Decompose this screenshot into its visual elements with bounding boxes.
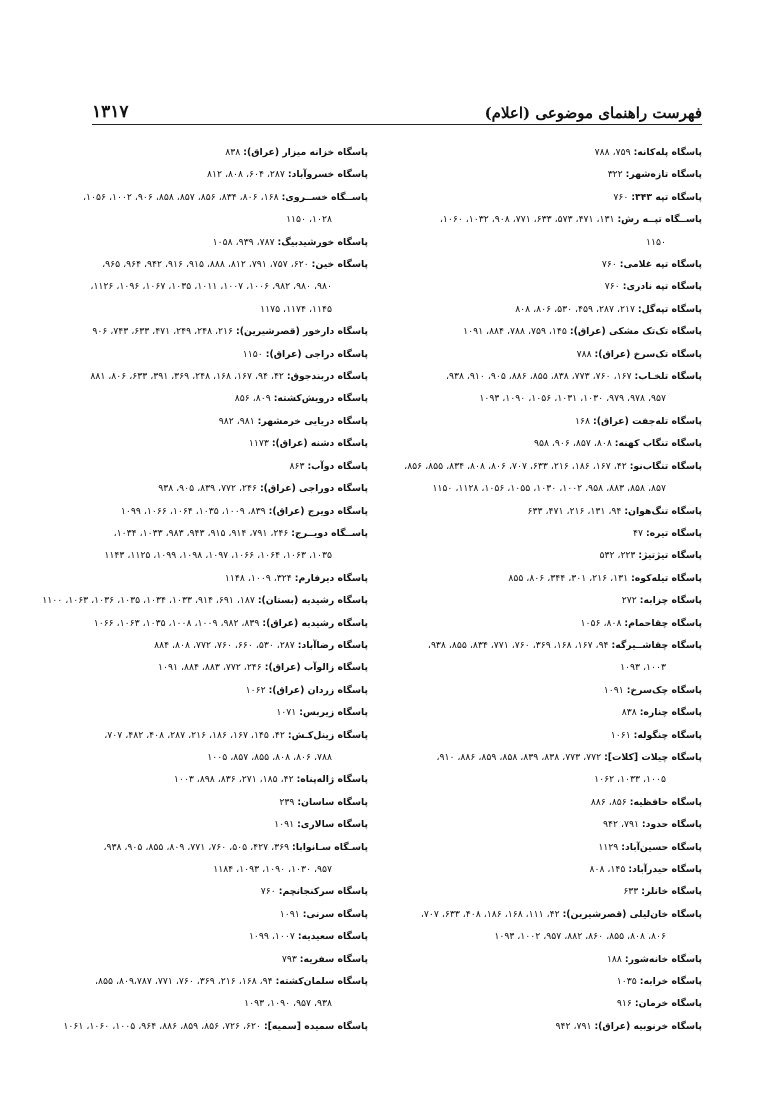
index-entry (400, 299, 702, 321)
index-term: پاسگاه دارخور (قصرشیرین): (236, 326, 368, 338)
index-entry-line (78, 725, 368, 747)
index-entry (400, 187, 702, 209)
index-entry-line (400, 1016, 702, 1038)
page-references: ۸۰۹، ۸۵۶ (234, 393, 274, 405)
index-entry-line (400, 568, 702, 590)
index-term: پاسگاه خورشیدبیگ: (277, 236, 368, 248)
index-term: پاسگاه سمیده [سمیه]: (263, 1020, 368, 1032)
index-entry-line (400, 680, 702, 702)
index-term: پاسگاه تپه نادری: (622, 281, 702, 293)
index-term: پاسگاه چزابه: (639, 595, 702, 607)
index-entry-line (78, 702, 368, 724)
index-entry-line (400, 366, 702, 388)
index-entry-continuation: ۱۱۴۵، ۱۱۷۴، ۱۱۷۵ (260, 303, 332, 315)
index-entry (400, 433, 702, 455)
page-references: ۹۴، ۱۶۸، ۲۱۶، ۳۶۹، ۷۶۰، ۷۷۱، ۸۰۹،۷۸۷، ۸۵۵، (94, 976, 276, 988)
index-entry-line (78, 769, 368, 791)
running-head (92, 92, 702, 122)
index-column-right (400, 142, 702, 1038)
index-entry (78, 971, 368, 1016)
page-references: ۲۴۶، ۷۷۲، ۸۳۹، ۹۰۵، ۹۳۸ (158, 483, 260, 495)
index-entry (78, 881, 368, 903)
index-term: پاسگاه چقاحمام: (624, 617, 702, 629)
page-references: ۸۵۶، ۸۸۶ (590, 796, 630, 808)
page-references: ۲۱۶، ۲۴۸، ۲۴۹، ۴۷۱، ۶۳۳، ۷۴۳، ۹۰۶ (92, 326, 236, 338)
index-entry (78, 814, 368, 836)
index-entry (400, 276, 702, 298)
index-entry-line (63, 1016, 368, 1038)
page-title: فهرست راهنمای موضوعی (اعلام) (484, 104, 702, 122)
index-entry (400, 568, 702, 590)
index-entry-line (400, 433, 702, 455)
index-term: پاسگاه تلخـاب: (634, 371, 702, 383)
index-term: پاسگاه دشنه (عراق): (271, 438, 368, 450)
index-term: پاسگاه ساسان: (297, 796, 368, 808)
index-entry-line (400, 411, 702, 433)
page-references: ۱۶۸، ۸۰۶، ۸۳۴، ۸۵۶، ۸۵۷، ۸۵۸، ۹۰۶، ۱۰۰۲، ۱۰۵۶، (82, 191, 282, 203)
index-entry-continuation: ۹۳۸، ۹۵۷، ۱۰۹۰، ۱۰۹۳ (244, 998, 332, 1010)
index-term: پاسگاه چقاشــیرگه: (611, 639, 702, 651)
index-term: پاسگاه تپه غلامی: (619, 259, 702, 271)
index-term: پاســگاه دویــرج: (291, 527, 368, 539)
page-references: ۷۸۷، ۹۳۹، ۱۰۵۸ (212, 236, 278, 248)
index-entry-line (400, 792, 702, 814)
index-term: پاسگاه پلەکانە: (633, 147, 702, 158)
page-references: ۲۸۷، ۶۰۴، ۸۰۸، ۸۱۲ (207, 169, 288, 181)
page-references: ۱۱۷۳ (248, 438, 272, 450)
index-entry (400, 523, 702, 545)
index-entry-line (78, 164, 368, 186)
page-references: ۱۰۰۷، ۱۰۹۹ (248, 931, 298, 943)
index-entry-continuation: ۱۰۰۳، ۱۰۹۳ (620, 662, 666, 674)
index-entry (400, 321, 702, 343)
page-references: ۱۰۳۵ (616, 976, 640, 988)
index-entry (400, 859, 702, 881)
page-references: ۸۶۳ (289, 460, 308, 472)
page-references: ۲۷۲ (621, 595, 640, 607)
index-term: پاسگاه دویرج (عراق): (268, 505, 368, 517)
index-entry (78, 254, 368, 321)
page-references: ۴۲، ۱۶۷، ۱۸۶، ۲۱۶، ۶۳۳، ۷۰۷، ۸۰۶، ۸۰۸، ۸۳۴، ۸۵۵، ۸۵۶، (404, 460, 630, 472)
index-entry (78, 792, 368, 814)
index-entry-line (78, 456, 368, 478)
page-references: ۲۴۶، ۷۷۲، ۸۸۳، ۸۸۴، ۱۰۹۱ (158, 662, 265, 674)
page-references: ۲۳۹ (279, 796, 298, 808)
index-term: پاسگاه سفریه: (299, 953, 368, 965)
index-entry (78, 411, 368, 433)
index-entry-line (78, 187, 368, 209)
page-references: ۶۲۰، ۷۵۷، ۷۹۱، ۸۱۲، ۸۸۸، ۹۱۵، ۹۱۶، ۹۴۲، ۹۶۴، ۹۶۵، (102, 259, 312, 271)
page-references: ۱۸۸ (606, 953, 625, 965)
index-term: پاسگاه خانلر: (641, 886, 702, 898)
page-references: ۲۱۷، ۲۸۷، ۴۵۹، ۵۳۰، ۸۰۶، ۸۰۸ (515, 303, 638, 315)
page-references: ۱۱۵۰ (242, 348, 266, 360)
index-entry (78, 523, 368, 568)
index-entry (400, 411, 702, 433)
index-entry-line (400, 142, 702, 164)
index-entry-line (400, 523, 702, 545)
index-term: پاسگاه چناره: (639, 707, 702, 719)
index-entry-line (400, 276, 702, 298)
index-entry-line (78, 926, 368, 948)
index-entry (78, 904, 368, 926)
index-entry (78, 568, 368, 590)
index-term: پاسگاه حیدرآباد: (628, 864, 702, 875)
index-entry (78, 232, 368, 254)
index-term: پاسگاه چک‌سرخ: (626, 684, 702, 696)
index-entry (78, 613, 368, 635)
index-entry (78, 769, 368, 791)
index-entry (400, 725, 702, 747)
index-entry (78, 321, 368, 343)
index-entry-line (78, 321, 368, 343)
index-entry-line (78, 388, 368, 410)
page-references: ۱۴۵، ۸۰۸ (589, 864, 629, 875)
index-entry-continuation: ۷۸۸، ۸۰۶، ۸۰۸، ۸۵۵، ۸۵۷، ۱۰۰۵ (207, 751, 332, 763)
index-entry-line (400, 814, 702, 836)
index-term: پاسگاه خین: (311, 259, 368, 271)
index-term: پاســگاه تپــه رش: (617, 214, 702, 226)
page-references: ۷۹۳ (281, 953, 300, 965)
index-entry-line (400, 702, 702, 724)
index-entry-line (400, 904, 702, 926)
page-references: ۱۰۶۲ (245, 684, 269, 696)
index-entry (78, 366, 368, 388)
index-term: پاسگاه رشیدیه (عراق): (262, 617, 368, 629)
index-entry (400, 501, 702, 523)
index-term: پاسگاه سرکنجانچم: (278, 886, 368, 898)
index-entry (78, 142, 368, 164)
page-references: ۸۰۸، ۱۰۵۶ (580, 617, 625, 629)
index-entry (78, 164, 368, 186)
page-references: ۲۸۷، ۵۳۰، ۶۶۰، ۷۶۰، ۷۷۲، ۸۰۸، ۸۸۴ (154, 639, 298, 651)
index-term: پاسگاه دیرفارم: (294, 572, 368, 584)
index-entry-line (400, 344, 702, 366)
index-entry (400, 993, 702, 1015)
index-entry (400, 254, 702, 276)
index-entry-continuation: ۸۵۷، ۸۵۸، ۸۸۳، ۹۵۸، ۱۰۰۲، ۱۰۳۰، ۱۰۵۵، ۱۰۵۶، ۱۱۲۸، ۱۱۵۰ (432, 483, 666, 495)
index-term: پاسگاه زیربس: (299, 707, 368, 719)
index-term: پاسگاه سالاری: (297, 819, 368, 831)
page-references: ۴۲، ۹۴، ۱۶۷، ۱۶۸، ۲۴۸، ۳۶۹، ۳۹۱، ۶۳۳، ۸۰۶، ۸۸۱ (90, 371, 287, 383)
index-term: پاسگاه زالوآب (عراق): (264, 662, 368, 674)
index-entry (78, 657, 368, 679)
index-entry-line (400, 545, 702, 567)
index-entry-line (78, 904, 368, 926)
page-references: ۹۸۱، ۹۸۲ (218, 415, 258, 427)
index-entry-continuation: ۱۰۲۸، ۱۱۵۰ (286, 214, 332, 226)
index-term: پاسگاه تیله‌کوه: (631, 572, 702, 584)
page-references: ۷۶۰ (613, 191, 632, 203)
index-entry-line (400, 949, 702, 971)
index-entry (42, 590, 368, 612)
index-entry (400, 747, 702, 792)
index-term: پاسگاه خان‌لیلی (قصرشیرین): (562, 908, 702, 920)
index-entry-line (78, 680, 368, 702)
page-references: ۱۶۸ (575, 415, 593, 427)
page-references: ۱۱۲۹ (598, 841, 622, 853)
index-entry-line (42, 590, 368, 612)
page-references: ۷۹۱، ۹۴۲ (603, 819, 642, 831)
index-entry-line (78, 142, 368, 164)
index-term: پاسگاه دراجی (عراق): (265, 348, 368, 360)
index-entry-line (400, 635, 702, 657)
index-entry (400, 881, 702, 903)
index-term: پاسگاه تنگاب‌نو: (629, 460, 702, 472)
index-entry-line (78, 344, 368, 366)
index-entry-line (78, 478, 368, 500)
page-references: ۷۹۱، ۹۴۲ (555, 1020, 595, 1032)
index-term: پاسگاه زردان (عراق): (268, 684, 368, 696)
index-term: پاسگاه تلەجفت (عراق): (593, 415, 702, 427)
index-term: پاسگاه دوآب: (307, 460, 368, 472)
index-entry-line (78, 501, 368, 523)
index-entry-line (78, 411, 368, 433)
index-entry-line (78, 232, 368, 254)
index-term: پاسگاه تک‌تک مشکی (عراق): (569, 326, 702, 338)
index-entry-line (78, 814, 368, 836)
index-entry-line (400, 859, 702, 881)
page-references: ۴۲، ۱۸۵، ۲۷۱، ۸۳۶، ۸۹۸، ۱۰۰۳ (173, 774, 297, 786)
index-term: پاسگاه درویش‌کشته: (273, 393, 368, 405)
index-entry-line (400, 456, 702, 478)
index-term: پاســگاه خســروی: (281, 191, 368, 203)
index-term: پاسگاه تپه ۳۴۳: (631, 191, 702, 203)
page-references: ۶۳۳ (623, 886, 642, 898)
index-entry (78, 635, 368, 657)
index-entry (78, 837, 368, 882)
index-entry (400, 209, 702, 254)
index-term: پاسگاه دربندجوق: (286, 371, 368, 383)
index-entry-line (400, 881, 702, 903)
page-references: ۱۸۷، ۶۹۱، ۹۱۴، ۱۰۳۳، ۱۰۳۴، ۱۰۳۵، ۱۰۳۶، ۱۰۶۳، ۱۱۰۰ (42, 595, 258, 607)
page-references: ۷۸۸ (576, 348, 595, 360)
index-entry (78, 433, 368, 455)
page-references: ۸۳۸ (621, 707, 640, 719)
index-entry (400, 814, 702, 836)
index-entry-line (400, 321, 702, 343)
index-entry-line (400, 299, 702, 321)
index-entry-line (78, 657, 368, 679)
index-entry-continuation: ۸۰۶، ۸۰۸، ۸۵۵، ۸۶۰، ۸۸۲، ۹۵۷، ۱۰۰۲، ۱۰۹۳ (494, 931, 666, 943)
page-references: ۱۰۹۱ (279, 908, 303, 920)
index-entry-line (78, 949, 368, 971)
index-entry-line (400, 837, 702, 859)
index-term: پاسگاه چیلات [کلات]: (604, 751, 702, 763)
index-entry-line (78, 613, 368, 635)
page-references: ۷۷۲، ۷۷۳، ۸۳۸، ۸۳۹، ۸۵۸، ۸۵۹، ۸۸۶، ۹۱۰، (436, 751, 605, 763)
index-entry-line (78, 881, 368, 903)
page-references: ۴۲، ۱۱۱، ۱۶۸، ۱۸۶، ۴۰۸، ۶۳۳، ۷۰۷، (420, 908, 563, 920)
index-term: پاسگاه خرنوبیه (عراق): (594, 1020, 702, 1032)
index-entry (78, 344, 368, 366)
index-entry (400, 680, 702, 702)
index-entry (400, 1016, 702, 1038)
index-term: پاسگاه خرمان: (634, 998, 702, 1010)
index-term: پاسگاه سرنی: (302, 908, 368, 920)
index-entry (400, 164, 702, 186)
index-entry-continuation: ۱۱۵۰ (646, 236, 666, 248)
index-entry-line (400, 209, 702, 231)
index-term: پاسگاه تیژتیژ: (638, 550, 702, 562)
index-term: پاسگاه خرابه: (639, 976, 702, 988)
index-entry-continuation: ۹۸۰، ۹۸۰، ۹۸۲، ۱۰۰۶، ۱۰۰۷، ۱۰۱۱، ۱۰۳۵، ۱۰۶۷، ۱۰۹۶، ۱۱۲۶، (90, 281, 332, 293)
page-references: ۲۲۳، ۵۳۲ (599, 550, 639, 562)
page-references: ۱۰۶۱ (610, 729, 634, 741)
index-entry-line (400, 613, 702, 635)
page-number: ۱۳۱۷ (92, 102, 129, 122)
index-term: پاسگاه تپەگل: (637, 303, 702, 315)
index-entry-line (400, 254, 702, 276)
index-entry-line (400, 971, 702, 993)
index-entry-line (78, 366, 368, 388)
index-entry (400, 635, 702, 680)
index-term: پاسگاه خانه‌شور: (624, 953, 702, 965)
index-term: پاسگاه رضاآباد: (297, 639, 368, 651)
page-references: ۱۳۱، ۴۷۱، ۵۷۳، ۶۳۳، ۷۷۱، ۹۰۸، ۱۰۳۲، ۱۰۶۰، (439, 214, 618, 226)
index-term: پاسگاه زینل‌کـش: (287, 729, 368, 741)
index-entry-line (78, 792, 368, 814)
index-entry (78, 680, 368, 702)
index-entry-continuation: ۱۰۳۵، ۱۰۶۳، ۱۰۶۴، ۱۰۶۶، ۱۰۹۷، ۱۰۹۸، ۱۰۹۹، ۱۱۲۵، ۱۱۴۳ (104, 550, 332, 562)
page-references: ۷۶۰ (604, 281, 623, 293)
index-entry (400, 456, 702, 501)
index-entry-continuation: ۱۰۰۵، ۱۰۳۳، ۱۰۶۲ (594, 774, 666, 786)
index-term: پاسـگاه سـانوابا: (292, 841, 368, 853)
index-term: پاسگاه سعیدیه: (297, 931, 368, 943)
index-entry (400, 702, 702, 724)
index-entry (400, 590, 702, 612)
index-term: پاسگاه حدود: (641, 819, 702, 831)
page-references: ۳۶۹، ۴۲۷، ۵۰۵، ۷۶۰، ۷۷۱، ۸۰۹، ۸۵۵، ۹۰۵، ۹۳۸، (103, 841, 293, 853)
index-entry-line (400, 187, 702, 209)
index-term: پاسگاه تک‌سرخ (عراق): (594, 348, 702, 360)
index-entry-continuation: ۹۵۷، ۱۰۳۰، ۱۰۹۰، ۱۰۹۳، ۱۱۸۴ (213, 864, 332, 875)
page-references: ۶۲۰، ۷۲۶، ۸۵۶، ۸۵۹، ۸۸۶، ۹۶۴، ۱۰۰۵، ۱۰۶۰، ۱۰۶۱ (63, 1020, 264, 1032)
index-entry-line (78, 635, 368, 657)
page-references: ۹۱۶ (616, 998, 635, 1010)
page-references: ۱۰۷۱ (276, 707, 300, 719)
page-references: ۹۴، ۱۳۱، ۲۱۶، ۴۷۱، ۶۳۳ (527, 505, 625, 517)
index-entry-line (78, 568, 368, 590)
index-entry (78, 702, 368, 724)
page-references: ۳۲۴، ۱۰۰۹، ۱۱۴۸ (224, 572, 295, 584)
page-references: ۸۰۸، ۸۵۷، ۹۰۶، ۹۵۸ (533, 438, 615, 450)
page-references: ۲۴۶، ۷۹۱، ۹۱۴، ۹۱۵، ۹۴۳، ۹۸۳، ۱۰۳۳، ۱۰۳۴، (113, 527, 292, 539)
page-references: ۴۲، ۱۴۵، ۱۶۷، ۱۸۶، ۲۱۶، ۲۸۷، ۴۰۸، ۴۸۲، ۷۰۷، (104, 729, 288, 741)
index-term: پاسگاه خزانه میزار (عراق): (243, 147, 368, 158)
index-entry-line (78, 837, 368, 859)
page-references: ۴۷ (633, 527, 646, 539)
page-references: ۱۰۹۱ (603, 684, 627, 696)
index-entry (400, 904, 702, 949)
page-references: ۸۳۹، ۱۰۰۹، ۱۰۳۵، ۱۰۶۴، ۱۰۶۶، ۱۰۹۹ (120, 505, 269, 517)
index-entry (78, 725, 368, 770)
index-entry (400, 971, 702, 993)
index-entry-continuation: ۹۵۷، ۹۷۸، ۹۷۹، ۱۰۳۰، ۱۰۳۱، ۱۰۵۶، ۱۰۹۰، ۱۰۹۳ (479, 393, 666, 405)
index-entry-line (78, 254, 368, 276)
index-entry-line (400, 501, 702, 523)
index-term: پاسگاه تازەشهر: (625, 169, 702, 181)
index-entry (400, 949, 702, 971)
page-references: ۱۳۱، ۲۱۶، ۳۰۱، ۳۴۴، ۸۰۶، ۸۵۵ (508, 572, 632, 584)
header-rule (92, 124, 702, 125)
index-term: پاسگاه تیره: (645, 527, 702, 539)
index-entry (78, 926, 368, 948)
page-references: ۱۴۵، ۷۵۹، ۷۸۸، ۸۸۴، ۱۰۹۱ (463, 326, 570, 338)
index-entry (400, 344, 702, 366)
index-entry (78, 949, 368, 971)
index-term: پاسگاه رشیدیه (بستان): (257, 595, 368, 607)
index-entry-line (400, 590, 702, 612)
page-references: ۷۶۰ (260, 886, 279, 898)
index-entry-line (78, 523, 368, 545)
index-entry (400, 792, 702, 814)
index-column-left (42, 142, 368, 1038)
index-term: پاسگاه خسروآباد: (287, 169, 368, 181)
index-entry (400, 366, 702, 411)
index-term: پاسگاه حافظیه: (629, 796, 702, 808)
index-entry (400, 837, 702, 859)
index-term: پاسگاه ژاله‌پناه: (296, 774, 368, 786)
page-references: ۱۰۹۱ (274, 819, 298, 831)
index-entry-line (400, 993, 702, 1015)
index-term: پاسگاه چنگوله: (633, 729, 702, 741)
index-entry (78, 478, 368, 500)
page-references: ۷۵۹، ۷۸۸ (594, 147, 634, 158)
index-entry (63, 1016, 368, 1038)
index-term: پاسگاه دریایی خرمشهر: (257, 415, 368, 427)
index-entry-line (400, 747, 702, 769)
page-references: ۷۶۰ (601, 259, 620, 271)
index-entry (78, 187, 368, 232)
index-entry (400, 142, 702, 164)
index-entry (78, 456, 368, 478)
index-entry (78, 388, 368, 410)
page-references: ۸۳۸ (225, 147, 244, 158)
page-references: ۸۳۹، ۹۸۲، ۱۰۰۹، ۱۰۰۸، ۱۰۳۵، ۱۰۶۳، ۱۰۶۶ (93, 617, 263, 629)
index-entry (400, 545, 702, 567)
index-entry (78, 501, 368, 523)
index-term: پاسگاه تنگاب کهنه: (614, 438, 702, 450)
index-entry-line (78, 433, 368, 455)
index-term: پاسگاه حسین‌آباد: (621, 841, 702, 853)
page-references: ۳۲۲ (607, 169, 626, 181)
index-term: پاسگاه تنگ‌هوان: (624, 505, 702, 517)
index-term: پاسگاه سلمان‌کشته: (275, 976, 368, 988)
index-entry-line (400, 164, 702, 186)
index-entry-line (400, 725, 702, 747)
index-entry-line (78, 971, 368, 993)
page-references: ۹۴، ۱۶۷، ۱۶۸، ۳۶۹، ۷۶۰، ۷۷۱، ۸۳۴، ۸۵۵، ۹۳۸، (427, 639, 612, 651)
page-references: ۱۶۷، ۷۶۰، ۷۷۳، ۸۳۸، ۸۵۵، ۸۸۶، ۹۰۵، ۹۱۰، ۹۳۸، (445, 371, 635, 383)
index-entry (400, 613, 702, 635)
index-term: پاسگاه دوراجی (عراق): (259, 483, 368, 495)
